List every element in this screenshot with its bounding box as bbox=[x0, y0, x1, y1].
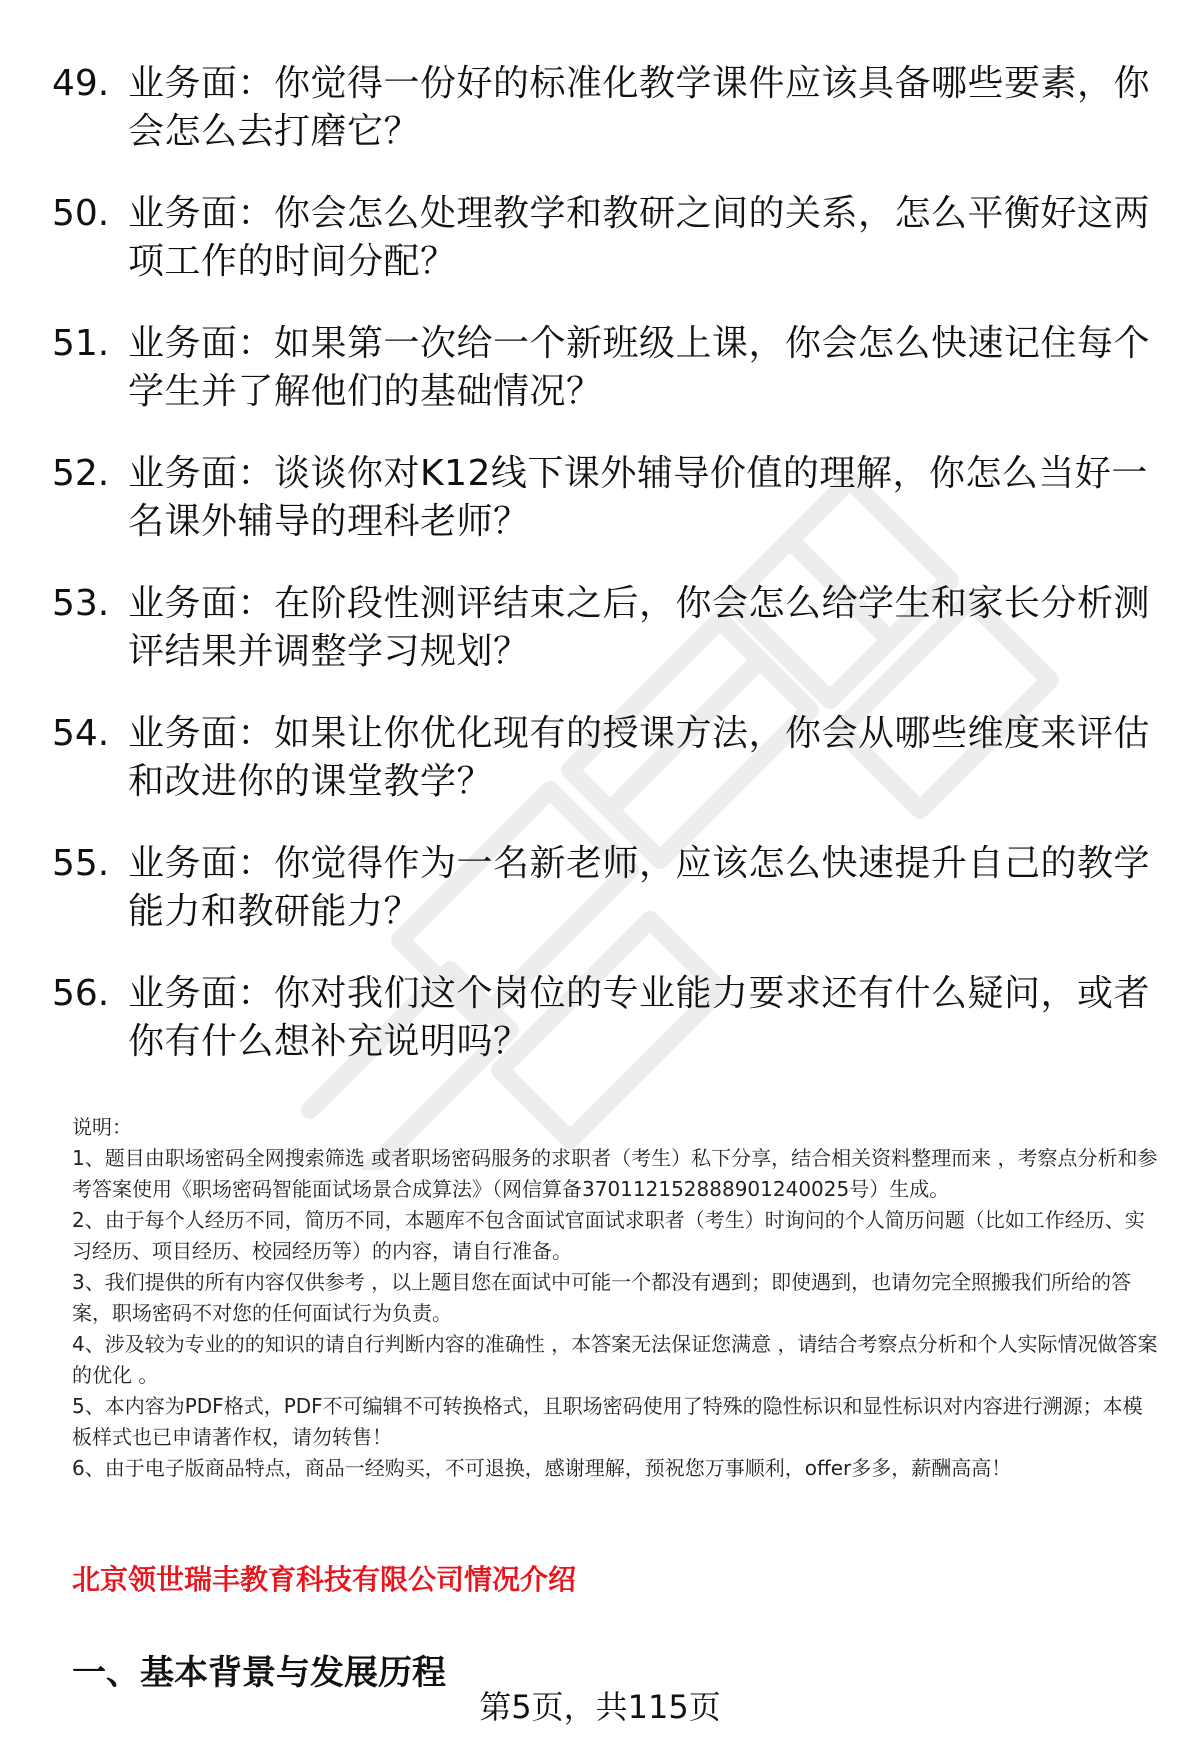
question-text: 业务面：谈谈你对K12线下课外辅导价值的理解，你怎么当好一名课外辅导的理科老师？ bbox=[128, 453, 1148, 542]
question-text: 业务面：如果让你优化现有的授课方法，你会从哪些维度来评估和改进你的课堂教学？ bbox=[128, 713, 1151, 802]
question-text: 业务面：你对我们这个岗位的专业能力要求还有什么疑问，或者你有什么想补充说明吗？ bbox=[128, 973, 1151, 1062]
question-number: 51. bbox=[52, 323, 110, 364]
question-number: 54. bbox=[52, 713, 110, 754]
question-text: 业务面：如果第一次给一个新班级上课，你会怎么快速记住每个学生并了解他们的基础情况？ bbox=[128, 323, 1151, 412]
question-item bbox=[52, 320, 1152, 416]
question-number: 53. bbox=[52, 583, 110, 624]
question-item bbox=[52, 710, 1152, 806]
question-item bbox=[52, 970, 1152, 1066]
question-item bbox=[52, 450, 1152, 546]
company-intro-heading: 北京领世瑞丰教育科技有限公司情况介绍 bbox=[72, 1563, 577, 1596]
section-heading: 一、基本背景与发展历程 bbox=[72, 1653, 446, 1693]
notes-title: 说明： bbox=[72, 1115, 132, 1139]
note-item: 3、我们提供的所有内容仅供参考 ，以上题目您在面试中可能一个都没有遇到；即使遇到，也请勿完全照搬我们所给的答案，职场密码不对您的任何面试行为负责。 bbox=[72, 1270, 1132, 1325]
question-list bbox=[52, 60, 1152, 1100]
question-text: 业务面：你觉得一份好的标准化教学课件应该具备哪些要素，你会怎么去打磨它？ bbox=[128, 63, 1151, 152]
question-number: 52. bbox=[52, 453, 110, 494]
disclaimer-notes bbox=[72, 1112, 1162, 1484]
question-item bbox=[52, 190, 1152, 286]
note-item: 6、由于电子版商品特点，商品一经购买，不可退换，感谢理解，预祝您万事顺利，offer多多，薪酬高高！ bbox=[72, 1456, 1012, 1480]
question-text: 业务面：在阶段性测评结束之后，你会怎么给学生和家长分析测评结果并调整学习规划？ bbox=[128, 583, 1151, 672]
note-item: 5、本内容为PDF格式，PDF不可编辑不可转换格式，且职场密码使用了特殊的隐性标识和显性标识对内容进行溯源；本模板样式也已申请著作权，请勿转售！ bbox=[72, 1394, 1143, 1449]
question-number: 55. bbox=[52, 843, 110, 884]
question-item bbox=[52, 60, 1152, 156]
question-text: 业务面：你觉得作为一名新老师，应该怎么快速提升自己的教学能力和教研能力？ bbox=[128, 843, 1151, 932]
question-item bbox=[52, 580, 1152, 676]
note-item: 1、题目由职场密码全网搜索筛选 或者职场密码服务的求职者（考生）私下分享，结合相关资料整理而来 ，考察点分析和参考答案使用《职场密码智能面试场景合成算法》（网信算备370112152888901240025号）生成。 bbox=[72, 1146, 1158, 1201]
question-text: 业务面：你会怎么处理教学和教研之间的关系，怎么平衡好这两项工作的时间分配？ bbox=[128, 193, 1151, 282]
question-item bbox=[52, 840, 1152, 936]
question-number: 56. bbox=[52, 973, 110, 1014]
question-number: 49. bbox=[52, 63, 110, 104]
note-item: 2、由于每个人经历不同，简历不同，本题库不包含面试官面试求职者（考生）时询问的个人简历问题（比如工作经历、实习经历、项目经历、校园经历等）的内容，请自行准备。 bbox=[72, 1208, 1145, 1263]
page-number-footer: 第5页，共115页 bbox=[479, 1688, 721, 1726]
note-item: 4、涉及较为专业的的知识的请自行判断内容的准确性 ，本答案无法保证您满意 ，请结合考察点分析和个人实际情况做答案的优化 。 bbox=[72, 1332, 1158, 1387]
question-number: 50. bbox=[52, 193, 110, 234]
